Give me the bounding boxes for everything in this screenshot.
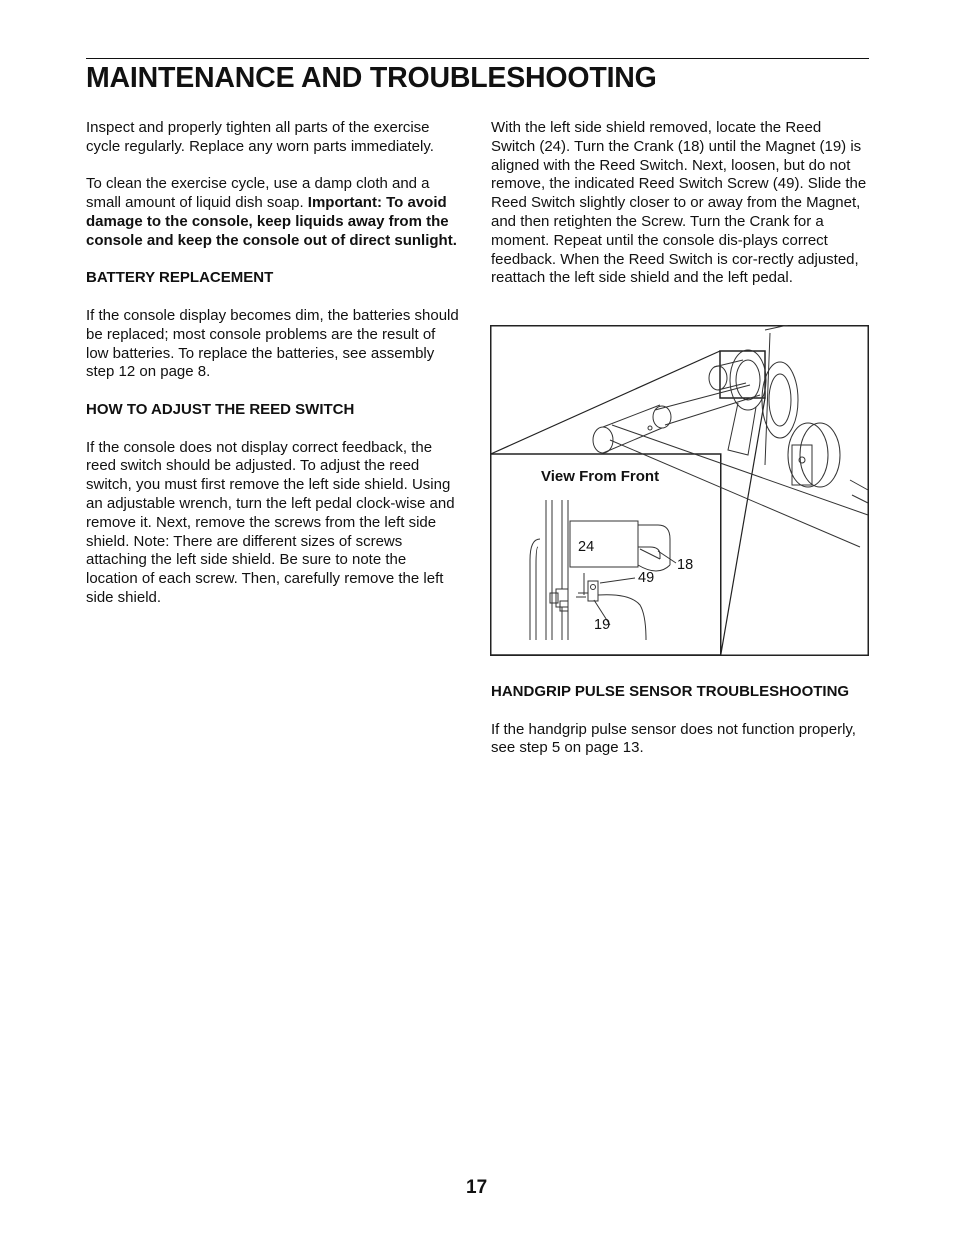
reed-switch-continued-paragraph: With the left side shield removed, locate the Reed Switch (24). Turn the Crank (18) until the Magnet (19) is aligned with the Reed Switch. Next, loosen, but do not remove, the indicated Reed Switch Screw (49). Slide the Reed Switch slightly closer to or away from the Magnet, and then retighten the Screw. Turn the Crank for a moment. Repeat until the console dis-plays correct feedback. When the Reed Switch is cor-rectly adjusted, reattach the left side shield and the left pedal. — [491, 119, 867, 287]
cleaning-warning: Important: To avoid damage to the console, keep liquids away from the console and keep the console out of direct sunlight. — [86, 194, 457, 249]
page-title: MAINTENANCE AND TROUBLESHOOTING — [86, 62, 657, 94]
figure-drawing — [490, 325, 869, 656]
handgrip-paragraph: If the handgrip pulse sensor does not function properly, see step 5 on page 13. — [491, 720, 856, 757]
battery-heading: BATTERY REPLACEMENT — [86, 269, 274, 287]
handgrip-section — [491, 683, 869, 777]
left-column — [86, 119, 461, 627]
callout-19: 19 — [594, 617, 611, 633]
bike-main-view — [593, 325, 868, 547]
connector-bottom — [721, 398, 765, 655]
reed-switch-paragraph: If the console does not display correct feedback, the reed switch should be adjusted. To adjust the reed switch, you must first remove the left side shield. Using an adjustable wrench, turn the left pedal clock-wise and remove it. Next, remove the screws from the left side shield. Note: There are different sizes of screws attaching the left side shield. Be sure to note the location of each screw. Then, carefully remove the left side shield. — [86, 438, 455, 606]
callout-24: 24 — [578, 539, 595, 555]
inset-title: View From Front — [541, 468, 660, 485]
battery-paragraph: If the console display becomes dim, the batteries should be replaced; most console problems are the result of low batteries. To replace the batteries, see assembly step 12 on page 8. — [86, 306, 459, 381]
connector-top — [491, 351, 720, 454]
callout-18: 18 — [677, 557, 694, 573]
header-rule — [86, 58, 869, 59]
reed-switch-heading: HOW TO ADJUST THE REED SWITCH — [86, 400, 355, 418]
handgrip-heading: HANDGRIP PULSE SENSOR TROUBLESHOOTING — [491, 683, 850, 700]
cleaning-text: To clean the exercise cycle, use a damp cloth and a small amount of liquid dish soap. — [86, 175, 430, 212]
page-number: 17 — [466, 1177, 488, 1198]
callout-49: 49 — [638, 570, 655, 586]
reed-switch-figure — [490, 325, 869, 656]
right-column — [491, 119, 869, 307]
figure-frame — [491, 326, 869, 656]
intro-paragraph: Inspect and properly tighten all parts of the exercise cycle regularly. Replace any worn parts immediately. — [86, 119, 434, 155]
cleaning-paragraph — [86, 175, 461, 250]
